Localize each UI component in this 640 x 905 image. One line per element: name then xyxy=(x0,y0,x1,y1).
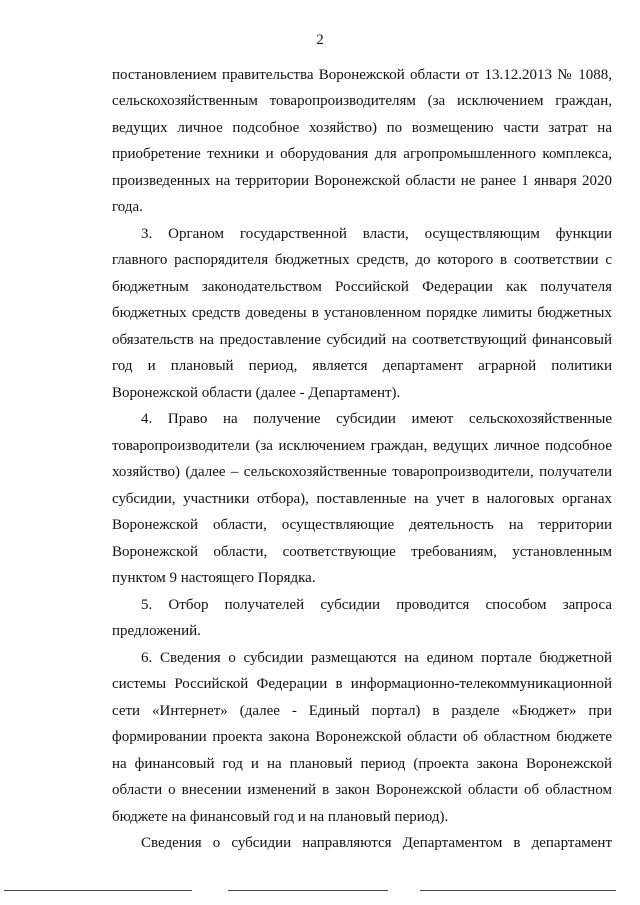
footer-rule xyxy=(228,890,388,891)
text-line: произведенных на территории Воронежской области не ранее 1 января 2020 xyxy=(112,173,612,189)
text-line: бюджете на финансовый год и на плановый период). xyxy=(112,809,449,825)
text-line: год и плановый период, является департамент аграрной политики xyxy=(112,358,612,374)
text-line: Воронежской области, осуществляющие деятельность на территории xyxy=(112,517,612,533)
text-line: Сведения о субсидии направляются Департаментом в департамент xyxy=(141,835,612,851)
text-line: хозяйство) (далее – сельскохозяйственные товаропроизводители, получатели xyxy=(112,464,612,480)
text-line: приобретение техники и оборудования для агропромышленного комплекса, xyxy=(112,146,612,162)
footer-rule xyxy=(4,890,192,891)
text-line: постановлением правительства Воронежской области от 13.12.2013 № 1088, xyxy=(112,67,612,83)
text-line: формировании проекта закона Воронежской области об областном бюджете xyxy=(112,729,612,745)
footer-rule xyxy=(420,890,616,891)
text-line: ведущих личное подсобное хозяйство) по возмещению части затрат на xyxy=(112,120,612,136)
text-line: главного распорядителя бюджетных средств, до которого в соответствии с xyxy=(112,252,612,268)
text-line: субсидии, участники отбора), поставленные на учет в налоговых органах xyxy=(112,491,612,507)
text-line: области о внесении изменений в закон Воронежской области об областном xyxy=(112,782,612,798)
text-line: Воронежской области (далее - Департамент). xyxy=(112,385,401,401)
text-line: бюджетным законодательством Российской Федерации как получателя xyxy=(112,279,612,295)
text-line: года. xyxy=(112,199,143,215)
text-line: 4. Право на получение субсидии имеют сельскохозяйственные xyxy=(141,411,612,427)
text-line: обязательств на предоставление субсидий на соответствующий финансовый xyxy=(112,332,612,348)
page-number: 2 xyxy=(316,32,324,48)
text-line: товаропроизводители (за исключением граждан, ведущих личное подсобное xyxy=(112,438,612,454)
text-line: на финансовый год и на плановый период (проекта закона Воронежской xyxy=(112,756,612,772)
text-line: сети «Интернет» (далее - Единый портал) в разделе «Бюджет» при xyxy=(112,703,612,719)
text-line: Воронежской области, соответствующие требованиям, установленным xyxy=(112,544,612,560)
text-line: бюджетных средств доведены в установленном порядке лимиты бюджетных xyxy=(112,305,612,321)
text-line: предложений. xyxy=(112,623,201,639)
text-line: сельскохозяйственным товаропроизводителям (за исключением граждан, xyxy=(112,93,612,109)
text-line: пунктом 9 настоящего Порядка. xyxy=(112,570,316,586)
text-line: системы Российской Федерации в информационно-телекоммуникационной xyxy=(112,676,612,692)
text-line: 3. Органом государственной власти, осуществляющим функции xyxy=(141,226,612,242)
text-line: 5. Отбор получателей субсидии проводится способом запроса xyxy=(141,597,612,613)
text-line: 6. Сведения о субсидии размещаются на едином портале бюджетной xyxy=(141,650,612,666)
